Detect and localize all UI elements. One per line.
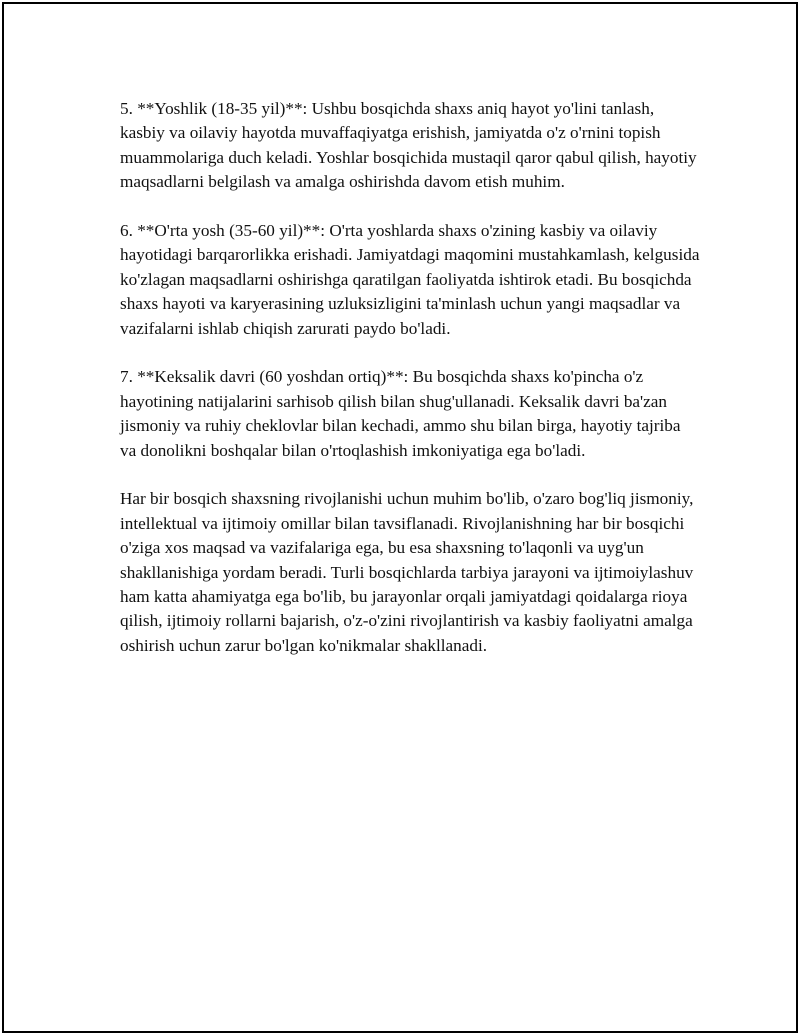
paragraph-middle-age: 6. **O'rta yosh (35-60 yil)**: O'rta yoshlarda shaxs o'zining kasbiy va oilaviy hayotidagi barqarorlikka erishadi. Jamiyatdagi maqomini mustahkamlash, kelgusida ko'zlagan maqsadlarni oshirishga qaratilgan faoliyatda ishtirok etadi. Bu bosqichda shaxs hayoti va karyerasining uzluksizligini ta'minlash uchun yangi maqsadlar va vazifalarni ishlab chiqish zarurati paydo bo'ladi. — [120, 221, 700, 338]
document-body — [120, 97, 700, 683]
paragraph-summary: Har bir bosqich shaxsning rivojlanishi uchun muhim bo'lib, o'zaro bog'liq jismoniy, intellektual va ijtimoiy omillar bilan tavsiflanadi. Rivojlanishning har bir bosqichi o'ziga xos maqsad va vazifalariga ega, bu esa shaxsning to'laqonli va uyg'un shakllanishiga yordam beradi. Turli bosqichlarda tarbiya jarayoni va ijtimoiylashuv ham katta ahamiyatga ega bo'lib, bu jarayonlar orqali jamiyatdagi qoidalarga rioya qilish, ijtimoiy rollarni bajarish, o'z-o'zini rivojlantirish va kasbiy faoliyatni amalga oshirish uchun zarur bo'lgan ko'nikmalar shakllanadi. — [120, 489, 694, 655]
paragraph-old-age: 7. **Keksalik davri (60 yoshdan ortiq)**: Bu bosqichda shaxs ko'pincha o'z hayotining natijalarini sarhisob qilish bilan shug'ullanadi. Keksalik davri ba'zan jismoniy va ruhiy cheklovlar bilan kechadi, ammo shu bilan birga, hayotiy tajriba va donolikni boshqalar bilan o'rtoqlashish imkoniyatiga ega bo'ladi. — [120, 367, 681, 460]
document-page — [2, 2, 798, 1033]
paragraph-youth: 5. **Yoshlik (18-35 yil)**: Ushbu bosqichda shaxs aniq hayot yo'lini tanlash, kasbiy va oilaviy hayotda muvaffaqiyatga erishish, jamiyatda o'z o'rnini topish muammolariga duch keladi. Yoshlar bosqichida mustaqil qaror qabul qilish, hayotiy maqsadlarni belgilash va amalga oshirishda davom etish muhim. — [120, 99, 697, 192]
